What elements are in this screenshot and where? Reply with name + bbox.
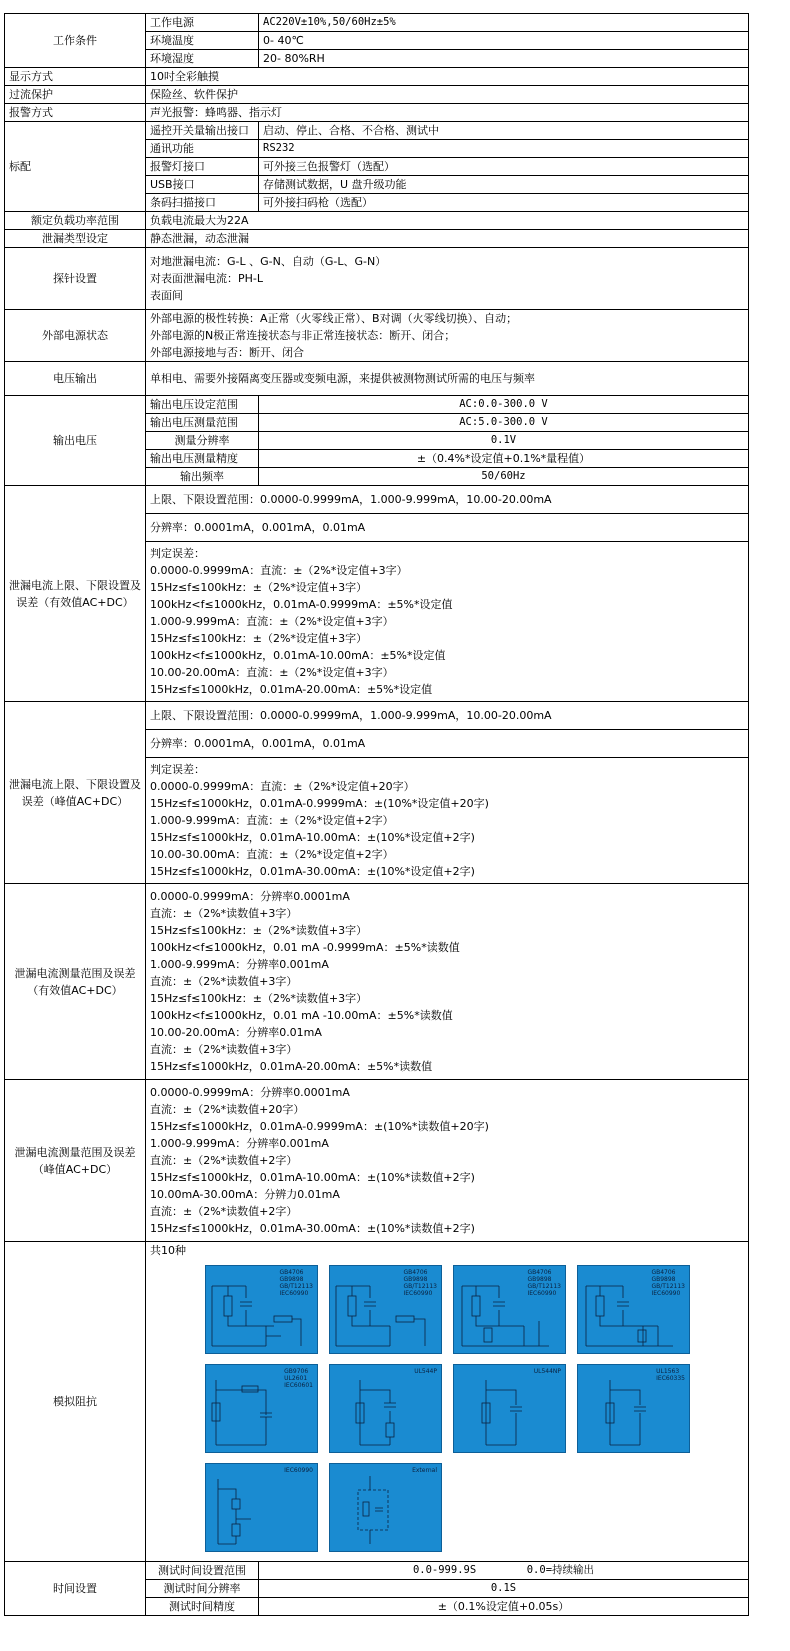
sub-value: 0.1V <box>259 432 749 450</box>
text-line: 15Hz≤f≤1000kHz，0.01mA-30.00mA：±(10%*设定值+2字) <box>150 865 475 878</box>
text-line: 15Hz≤f≤100kHz：±（2%*设定值+3字） <box>150 581 368 594</box>
table-row <box>5 396 749 414</box>
sub-value: ±（0.4%*设定值+0.1%*量程值） <box>259 450 749 468</box>
cat-display: 显示方式 <box>5 68 146 86</box>
res-line: 分辨率：0.0001mA，0.001mA，0.01mA <box>146 514 749 542</box>
text-line: 100kHz<f≤1000kHz，0.01 mA -0.9999mA：±5%*读数值 <box>150 941 460 954</box>
circuit-schematic <box>206 1464 319 1553</box>
range-line: 上限、下限设置范围：0.0000-0.9999mA，1.000-9.999mA，10.00-20.00mA <box>146 486 749 514</box>
sub-label: 输出电压测量范围 <box>146 414 259 432</box>
sub-label: 输出电压设定范围 <box>146 396 259 414</box>
sub-value: 50/60Hz <box>259 468 749 486</box>
err-lines <box>146 758 749 884</box>
cat-std: 标配 <box>5 122 146 212</box>
text-line: 判定误差： <box>150 763 205 776</box>
table-row <box>5 230 749 248</box>
cat-voltout: 电压输出 <box>5 362 146 396</box>
table-row <box>5 248 749 310</box>
cat-outvolt: 输出电压 <box>5 396 146 486</box>
text-line: 15Hz≤f≤1000kHz，0.01mA-0.9999mA：±(10%*设定值+20字) <box>150 797 489 810</box>
table-row <box>5 884 749 1080</box>
text-line: 15Hz≤f≤100kHz：±（2%*读数值+3字） <box>150 992 368 1005</box>
cat-measpeak: 泄漏电流测量范围及误差（峰值AC+DC） <box>5 1080 146 1242</box>
sub-label: 输出频率 <box>146 468 259 486</box>
circuit-diagram <box>329 1463 442 1552</box>
circuit-grid <box>150 1259 710 1561</box>
circuit-schematic <box>454 1365 567 1454</box>
text-line: 判定误差： <box>150 547 205 560</box>
table-row <box>5 104 749 122</box>
sub-label: 工作电源 <box>146 14 259 32</box>
circuit-diagram <box>577 1364 690 1453</box>
text-line: 10.00-20.00mA：分辨率0.01mA <box>150 1026 322 1039</box>
row-value: 负载电流最大为22A <box>146 212 749 230</box>
text-line: 10.00-20.00mA：直流：±（2%*设定值+3字） <box>150 666 394 679</box>
text-line: 表面间 <box>150 289 183 302</box>
cat-impedance: 模拟阻抗 <box>5 1242 146 1562</box>
circuit-label: UL1563 IEC60335 <box>656 1368 685 1382</box>
circuit-label: GB4706 GB9898 GB/T12113 IEC60990 <box>651 1269 685 1297</box>
table-row <box>5 1080 749 1242</box>
text-line: 0.0000-0.9999mA：直流：±（2%*设定值+20字） <box>150 780 415 793</box>
circuit-diagram <box>205 1364 318 1453</box>
sub-value: AC:0.0-300.0 V <box>259 396 749 414</box>
circuit-label: External <box>412 1467 437 1474</box>
sub-value: RS232 <box>259 140 749 158</box>
text-line: 直流：±（2%*读数值+2字） <box>150 1154 298 1167</box>
text-line: 0.0000-0.9999mA：分辨率0.0001mA <box>150 890 350 903</box>
table-row <box>5 122 749 140</box>
text-line: 直流：±（2%*读数值+3字） <box>150 975 298 988</box>
text-line: 直流：±（2%*读数值+2字） <box>150 1205 298 1218</box>
text-line: 1.000-9.999mA：分辨率0.001mA <box>150 1137 329 1150</box>
sub-value: 存储测试数据，U 盘升级功能 <box>259 176 749 194</box>
cat-work: 工作条件 <box>5 14 146 68</box>
sub-label: 报警灯接口 <box>146 158 259 176</box>
text-line: 15Hz≤f≤1000kHz，0.01mA-0.9999mA：±(10%*读数值+20字) <box>150 1120 489 1133</box>
text-line: 直流：±（2%*读数值+20字） <box>150 1103 305 1116</box>
impedance-count: 共10种 <box>150 1244 186 1257</box>
circuit-label: GB9706 UL2601 IEC60601 <box>284 1368 313 1389</box>
cat-probe: 探针设置 <box>5 248 146 310</box>
sub-label: 通讯功能 <box>146 140 259 158</box>
text-line: 15Hz≤f≤1000kHz，0.01mA-10.00mA：±(10%*读数值+2字) <box>150 1171 475 1184</box>
circuit-label: UL544NP <box>533 1368 561 1375</box>
row-value: 单相电、需要外接隔离变压器或变频电源，来提供被测物测试所需的电压与频率 <box>146 362 749 396</box>
sub-label: 测试时间设置范围 <box>146 1562 259 1580</box>
text-line: 10.00-30.00mA：直流：±（2%*设定值+2字） <box>150 848 394 861</box>
cat-leakrms: 泄漏电流上限、下限设置及误差（有效值AC+DC） <box>5 486 146 702</box>
cat-leakpeak: 泄漏电流上限、下限设置及误差（峰值AC+DC） <box>5 702 146 884</box>
cat-time: 时间设置 <box>5 1562 146 1616</box>
meas-lines <box>146 1080 749 1242</box>
res-line: 分辨率：0.0001mA，0.001mA，0.01mA <box>146 730 749 758</box>
text-line: 直流：±（2%*读数值+3字） <box>150 1043 298 1056</box>
extpower-lines <box>146 310 749 362</box>
text-line: 100kHz<f≤1000kHz，0.01mA-0.9999mA：±5%*设定值 <box>150 598 453 611</box>
err-lines <box>146 542 749 702</box>
circuit-diagram <box>329 1265 442 1354</box>
sub-value: AC220V±10%,50/60Hz±5% <box>259 14 749 32</box>
row-value: 静态泄漏，动态泄漏 <box>146 230 749 248</box>
text-line: 15Hz≤f≤1000kHz，0.01mA-20.00mA：±5%*读数值 <box>150 1060 433 1073</box>
sub-value: 启动、停止、合格、不合格、测试中 <box>259 122 749 140</box>
sub-label: 条码扫描接口 <box>146 194 259 212</box>
row-value: 保险丝、软件保护 <box>146 86 749 104</box>
impedance-cell <box>146 1242 749 1562</box>
sub-label: USB接口 <box>146 176 259 194</box>
sub-label: 测试时间分辨率 <box>146 1580 259 1598</box>
cat-extpower: 外部电源状态 <box>5 310 146 362</box>
cat-leaktype: 泄漏类型设定 <box>5 230 146 248</box>
table-row <box>5 1562 749 1580</box>
sub-value: 20- 80%RH <box>259 50 749 68</box>
text-line: 1.000-9.999mA：直流：±（2%*设定值+3字） <box>150 615 394 628</box>
table-row <box>5 702 749 730</box>
circuit-diagram <box>453 1265 566 1354</box>
circuit-label: GB4706 GB9898 GB/T12113 IEC60990 <box>279 1269 313 1297</box>
circuit-label: UL544P <box>414 1368 437 1375</box>
cat-rated: 额定负载功率范围 <box>5 212 146 230</box>
text-line: 15Hz≤f≤1000kHz，0.01mA-10.00mA：±(10%*设定值+2字) <box>150 831 475 844</box>
text-line: 外部电源的极性转换：A正常（火零线正常）、B对调（火零线切换）、自动； <box>150 312 518 325</box>
text-line: 对地泄漏电流：G-L 、G-N、自动（G-L、G-N） <box>150 255 387 268</box>
text-line: 0.0000-0.9999mA：分辨率0.0001mA <box>150 1086 350 1099</box>
range-line: 上限、下限设置范围：0.0000-0.9999mA，1.000-9.999mA，10.00-20.00mA <box>146 702 749 730</box>
cat-measrms: 泄漏电流测量范围及误差（有效值AC+DC） <box>5 884 146 1080</box>
text-line: 15Hz≤f≤1000kHz，0.01mA-30.00mA：±(10%*读数值+2字) <box>150 1222 475 1235</box>
text-line: 100kHz<f≤1000kHz，0.01 mA -10.00mA：±5%*读数值 <box>150 1009 453 1022</box>
circuit-label: GB4706 GB9898 GB/T12113 IEC60990 <box>403 1269 437 1297</box>
sub-label: 输出电压测量精度 <box>146 450 259 468</box>
text-line: 15Hz≤f≤1000kHz，0.01mA-20.00mA：±5%*设定值 <box>150 683 433 696</box>
sub-label: 环境湿度 <box>146 50 259 68</box>
table-row <box>5 68 749 86</box>
circuit-label: IEC60990 <box>284 1467 313 1474</box>
sub-value: 可外接三色报警灯（选配） <box>259 158 749 176</box>
table-row <box>5 486 749 514</box>
text-line: 100kHz<f≤1000kHz，0.01mA-10.00mA：±5%*设定值 <box>150 649 446 662</box>
row-value: 声光报警：蜂鸣器、指示灯 <box>146 104 749 122</box>
table-row <box>5 14 749 32</box>
table-row <box>5 212 749 230</box>
table-row <box>5 362 749 396</box>
sub-label: 测量分辨率 <box>146 432 259 450</box>
sub-value: ±（0.1%设定值+0.05s） <box>259 1598 749 1616</box>
text-line: 1.000-9.999mA：直流：±（2%*设定值+2字） <box>150 814 394 827</box>
circuit-schematic <box>330 1365 443 1454</box>
circuit-label: GB4706 GB9898 GB/T12113 IEC60990 <box>527 1269 561 1297</box>
row-value: 10吋全彩触摸 <box>146 68 749 86</box>
text-line: 15Hz≤f≤100kHz：±（2%*设定值+3字） <box>150 632 368 645</box>
text-line: 外部电源接地与否：断开、闭合 <box>150 346 304 359</box>
circuit-diagram <box>329 1364 442 1453</box>
text-line: 外部电源的N极正常连接状态与非正常连接状态：断开、闭合； <box>150 329 456 342</box>
circuit-schematic <box>330 1464 443 1553</box>
table-row <box>5 310 749 362</box>
probe-lines <box>146 248 749 310</box>
sub-value: AC:5.0-300.0 V <box>259 414 749 432</box>
table-row <box>5 86 749 104</box>
sub-value: 0.1S <box>259 1580 749 1598</box>
circuit-diagram <box>205 1463 318 1552</box>
circuit-diagram <box>453 1364 566 1453</box>
sub-label: 测试时间精度 <box>146 1598 259 1616</box>
text-line: 0.0000-0.9999mA：直流：±（2%*设定值+3字） <box>150 564 408 577</box>
circuit-diagram <box>205 1265 318 1354</box>
text-line: 15Hz≤f≤100kHz：±（2%*读数值+3字） <box>150 924 368 937</box>
sub-value: 可外接扫码枪（选配） <box>259 194 749 212</box>
sub-label: 遥控开关量输出接口 <box>146 122 259 140</box>
sub-value: 0.0-999.9S 0.0=持续输出 <box>259 1562 749 1580</box>
circuit-diagram <box>577 1265 690 1354</box>
spec-table <box>4 13 749 1616</box>
meas-lines <box>146 884 749 1080</box>
table-row <box>5 1242 749 1562</box>
text-line: 直流：±（2%*读数值+3字） <box>150 907 298 920</box>
cat-overcurrent: 过流保护 <box>5 86 146 104</box>
cat-alarm: 报警方式 <box>5 104 146 122</box>
text-line: 对表面泄漏电流：PH-L <box>150 272 264 285</box>
sub-value: 0- 40℃ <box>259 32 749 50</box>
text-line: 1.000-9.999mA：分辨率0.001mA <box>150 958 329 971</box>
text-line: 10.00mA-30.00mA：分辨力0.01mA <box>150 1188 340 1201</box>
sub-label: 环境温度 <box>146 32 259 50</box>
